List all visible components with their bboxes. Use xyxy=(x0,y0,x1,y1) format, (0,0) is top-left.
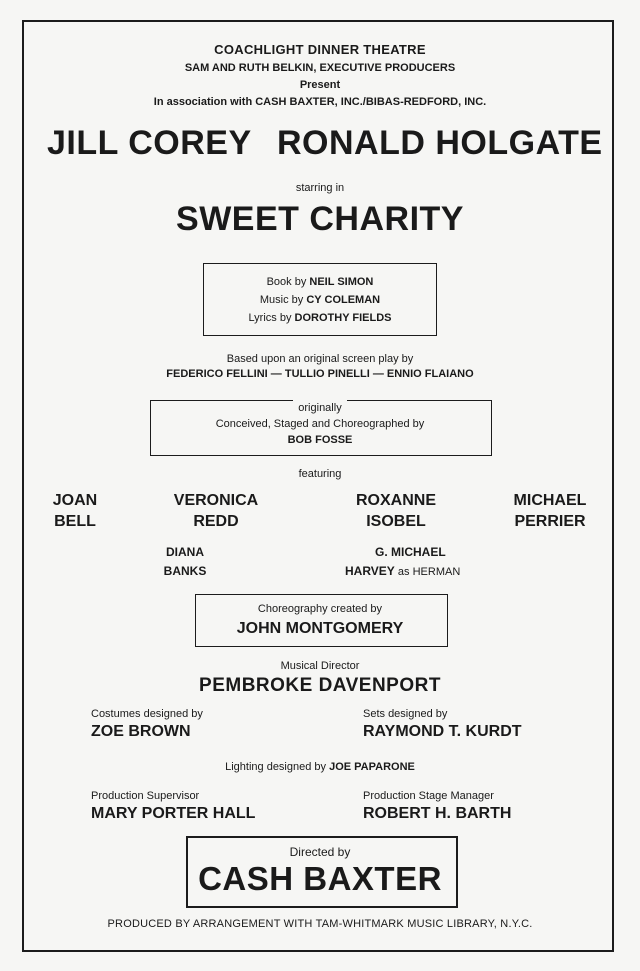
musical-director-name: PEMBROKE DAVENPORT xyxy=(199,675,441,696)
sets-name: RAYMOND T. KURDT xyxy=(363,723,522,740)
featured-joan-bell: JOAN BELL xyxy=(52,492,98,530)
costumes-name: ZOE BROWN xyxy=(91,723,191,740)
featured-michael-perrier: MICHAEL PERRIER xyxy=(513,492,587,530)
footer-credit: PRODUCED BY ARRANGEMENT WITH TAM-WHITMARK MUSIC LIBRARY, N.Y.C. xyxy=(107,918,533,930)
featured-veronica-redd: VERONICA REDD xyxy=(173,492,259,530)
based-upon-label: Based upon an original screen play by xyxy=(226,353,414,365)
sets-label: Sets designed by xyxy=(363,708,448,720)
stage-manager-name: ROBERT H. BARTH xyxy=(363,805,512,822)
staging-credit-label: Conceived, Staged and Choreographed by xyxy=(215,418,425,430)
author-book: Book by NEIL SIMON xyxy=(266,276,374,288)
association-line: In association with CASH BAXTER, INC./BIBAS-REDFORD, INC. xyxy=(153,96,487,108)
musical-director-label: Musical Director xyxy=(280,660,360,672)
original-staging-text xyxy=(0,400,640,448)
executive-producers: SAM AND RUTH BELKIN, EXECUTIVE PRODUCERS xyxy=(184,62,456,74)
costumes-label: Costumes designed by xyxy=(91,708,203,720)
featuring-label: featuring xyxy=(298,468,342,480)
choreography-name: JOHN MONTGOMERY xyxy=(236,620,404,637)
authors-list xyxy=(0,273,640,327)
featured-diana-banks: DIANA BANKS xyxy=(163,545,207,578)
author-music: Music by CY COLEMAN xyxy=(259,294,381,306)
star-name-2: RONALD HOLGATE xyxy=(277,124,603,162)
choreography-label: Choreography created by xyxy=(257,603,383,615)
staging-credit-name: BOB FOSSE xyxy=(287,434,353,446)
author-lyrics: Lyrics by DOROTHY FIELDS xyxy=(248,312,392,324)
screenplay-authors: FEDERICO FELLINI — TULLIO PINELLI — ENNIO FLAIANO xyxy=(166,368,474,380)
featured-g-michael-harvey: G. MICHAEL HARVEY as HERMAN xyxy=(345,545,461,578)
director-label: Directed by xyxy=(289,845,351,859)
production-supervisor-name: MARY PORTER HALL xyxy=(91,805,256,822)
theatre-name: COACHLIGHT DINNER THEATRE xyxy=(214,42,426,57)
originally-label: originally xyxy=(293,400,346,416)
featured-roxanne-isobel: ROXANNE ISOBEL xyxy=(355,492,436,530)
present-line: Present xyxy=(299,79,341,91)
starring-in-label: starring in xyxy=(295,182,345,194)
star-name-1: JILL COREY xyxy=(47,124,252,162)
production-supervisor-label: Production Supervisor xyxy=(91,790,200,802)
director-name: CASH BAXTER xyxy=(198,860,442,897)
show-title: SWEET CHARITY xyxy=(176,200,464,238)
stage-manager-label: Production Stage Manager xyxy=(363,790,494,802)
lighting-credit: Lighting designed by JOE PAPARONE xyxy=(225,761,415,773)
